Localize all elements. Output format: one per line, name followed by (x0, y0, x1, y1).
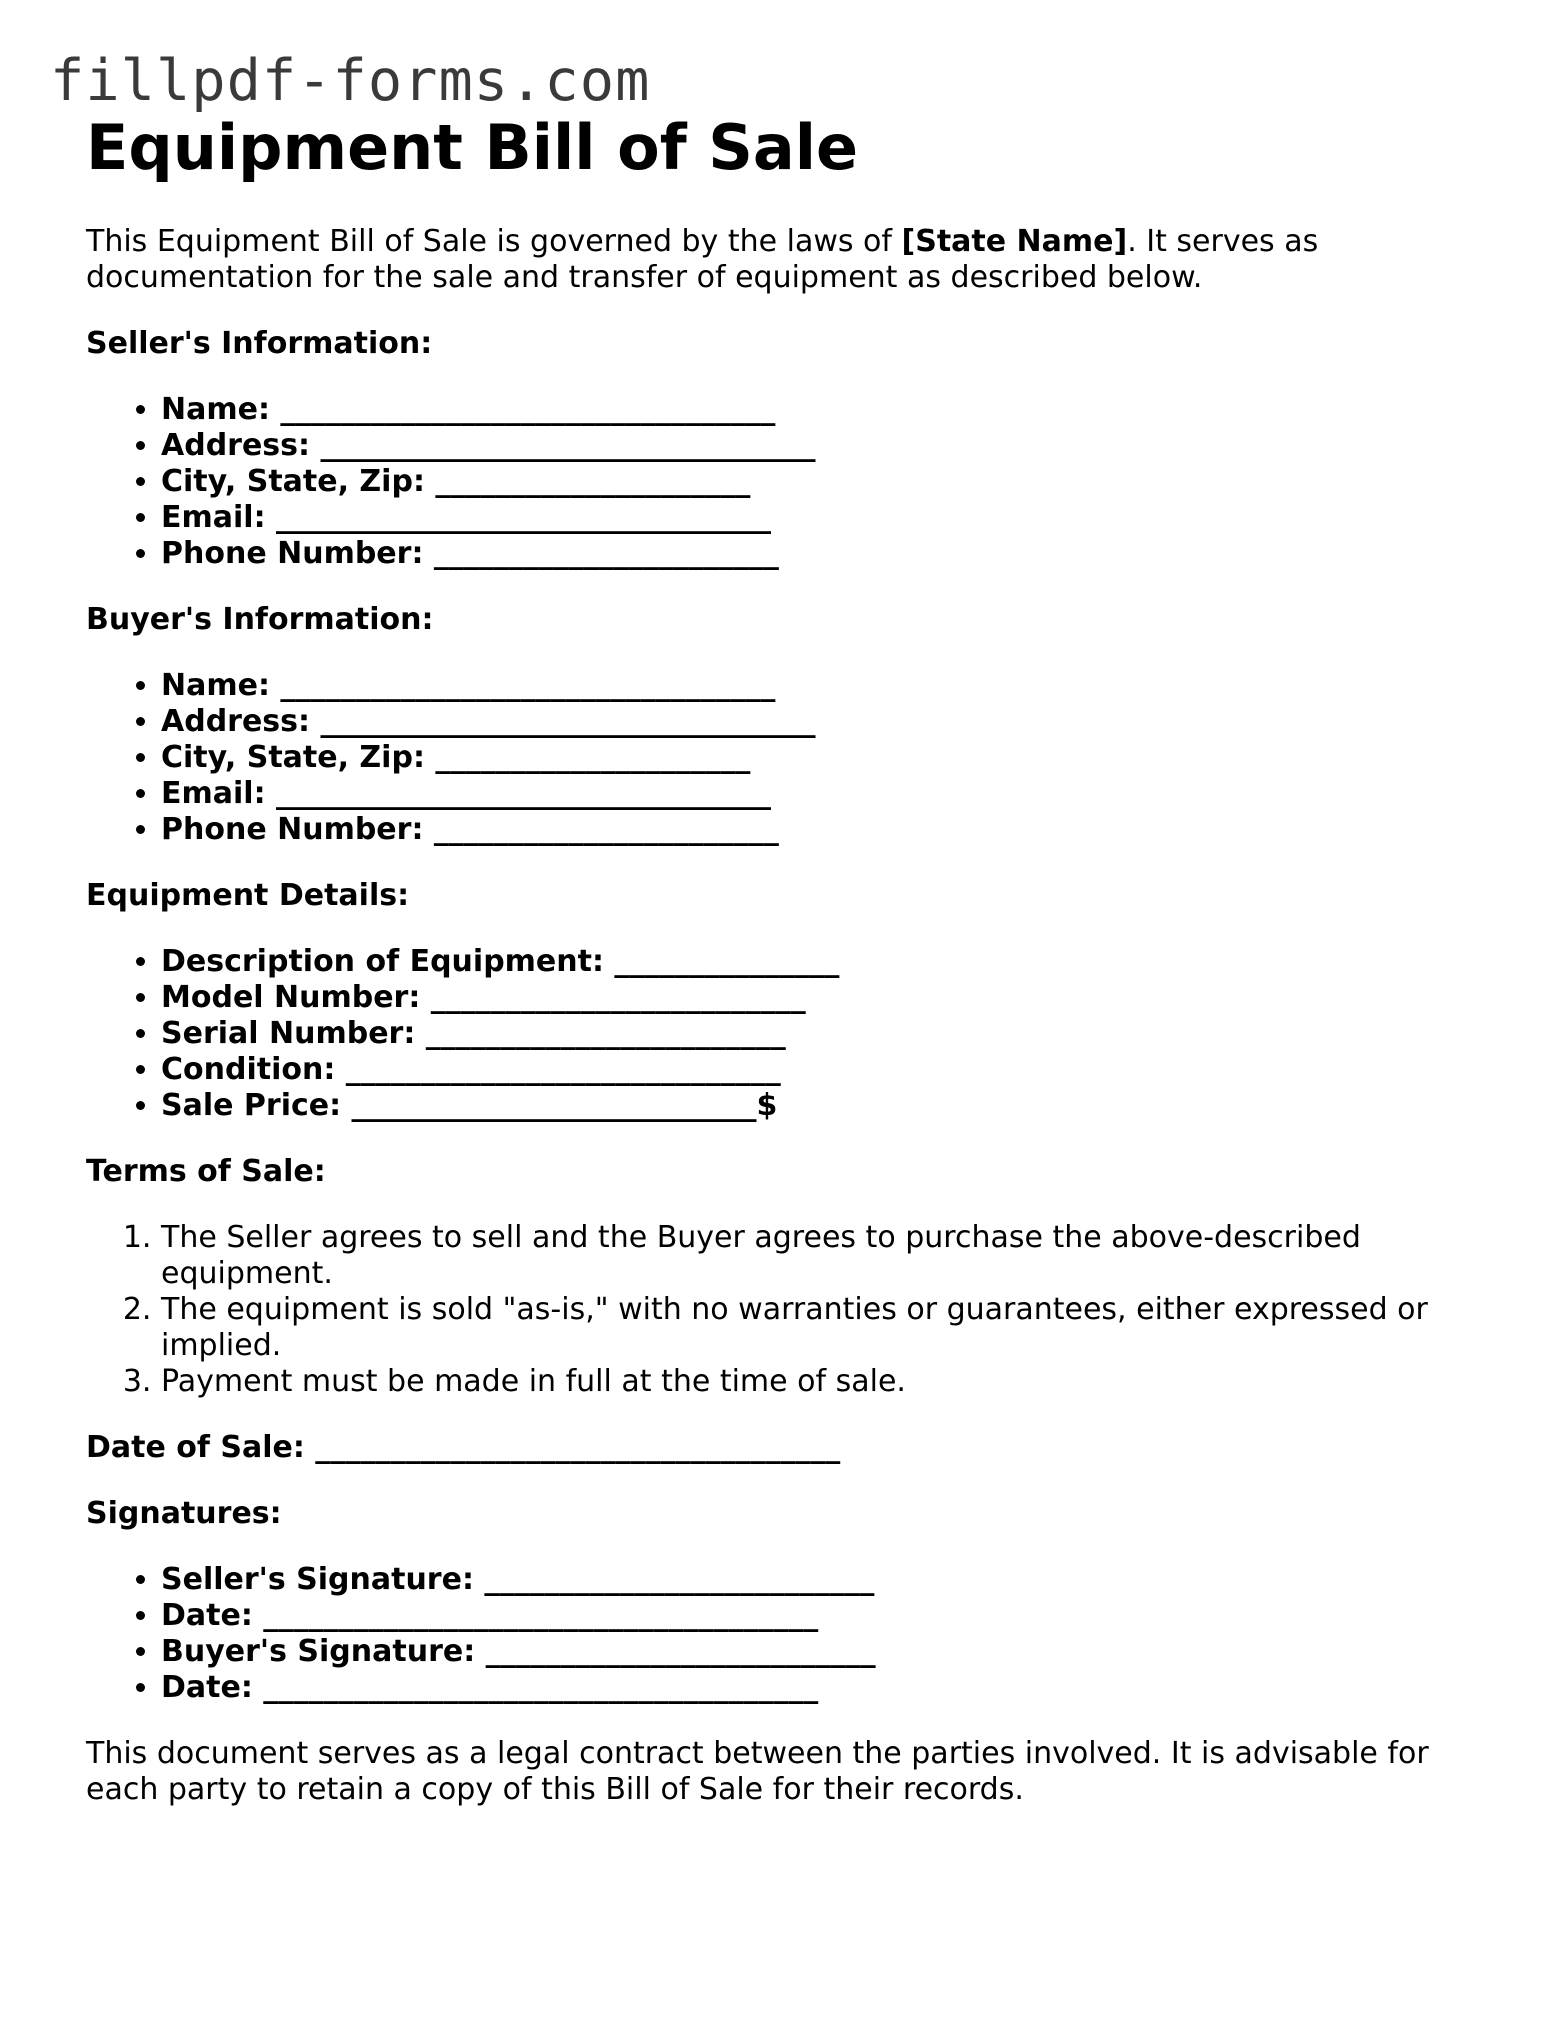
seller-signature-date-field: • Date: _____________________________________ (161, 1598, 1486, 1634)
equipment-heading: Equipment Details: (86, 878, 410, 913)
equipment-sale-price-field: • Sale Price: ___________________________$ (161, 1088, 1486, 1124)
seller-heading: Seller's Information: (86, 326, 433, 361)
buyer-name-field: • Name: _________________________________ (161, 668, 1486, 704)
equipment-condition-field: • Condition: _____________________________ (161, 1052, 1486, 1088)
equipment-serial-number-field: • Serial Number: ________________________ (161, 1016, 1486, 1052)
buyer-email-field: • Email: _________________________________ (161, 776, 1486, 812)
intro-paragraph (86, 224, 1486, 296)
equipment-field-list (86, 944, 1486, 1124)
signatures-field-list (86, 1562, 1486, 1706)
term-item: 1. The Seller agrees to sell and the Buyer agrees to purchase the above-described equipment. (161, 1220, 1486, 1292)
buyer-city-state-zip-field: • City, State, Zip: _____________________ (161, 740, 1486, 776)
terms-heading: Terms of Sale: (86, 1154, 326, 1189)
watermark: fillpdf-forms.com (50, 48, 651, 114)
document-page (86, 108, 1486, 1808)
seller-city-state-zip-field: • City, State, Zip: _____________________ (161, 464, 1486, 500)
seller-field-list (86, 392, 1486, 572)
term-item: 3. Payment must be made in full at the time of sale. (161, 1364, 1486, 1400)
buyer-phone-field: • Phone Number: _______________________ (161, 812, 1486, 848)
buyer-address-field: • Address: _________________________________ (161, 704, 1486, 740)
seller-signature-field: • Seller's Signature: __________________________ (161, 1562, 1486, 1598)
intro-text-after: . It serves as documentation for the sale and transfer of equipment as described below. (86, 224, 1319, 295)
seller-address-field: • Address: _________________________________ (161, 428, 1486, 464)
closing-paragraph: This document serves as a legal contract between the parties involved. It is advisable for each party to retain a copy of this Bill of Sale for their records. (86, 1736, 1429, 1807)
buyer-signature-date-field: • Date: _____________________________________ (161, 1670, 1486, 1706)
document-title: Equipment Bill of Sale (86, 111, 859, 184)
intro-text-before: This Equipment Bill of Sale is governed by the laws of (86, 224, 902, 259)
seller-email-field: • Email: _________________________________ (161, 500, 1486, 536)
signatures-heading: Signatures: (86, 1496, 282, 1531)
seller-phone-field: • Phone Number: _______________________ (161, 536, 1486, 572)
term-item: 2. The equipment is sold "as-is," with no warranties or guarantees, either expressed or implied. (161, 1292, 1486, 1364)
equipment-model-number-field: • Model Number: _________________________ (161, 980, 1486, 1016)
buyer-heading: Buyer's Information: (86, 602, 434, 637)
equipment-description-field: • Description of Equipment: _______________ (161, 944, 1486, 980)
buyer-signature-field: • Buyer's Signature: __________________________ (161, 1634, 1486, 1670)
terms-list (86, 1220, 1486, 1400)
buyer-field-list (86, 668, 1486, 848)
seller-name-field: • Name: _________________________________ (161, 392, 1486, 428)
state-name-placeholder: [State Name] (901, 224, 1128, 259)
date-of-sale-field: Date of Sale: ___________________________________ (86, 1430, 841, 1465)
